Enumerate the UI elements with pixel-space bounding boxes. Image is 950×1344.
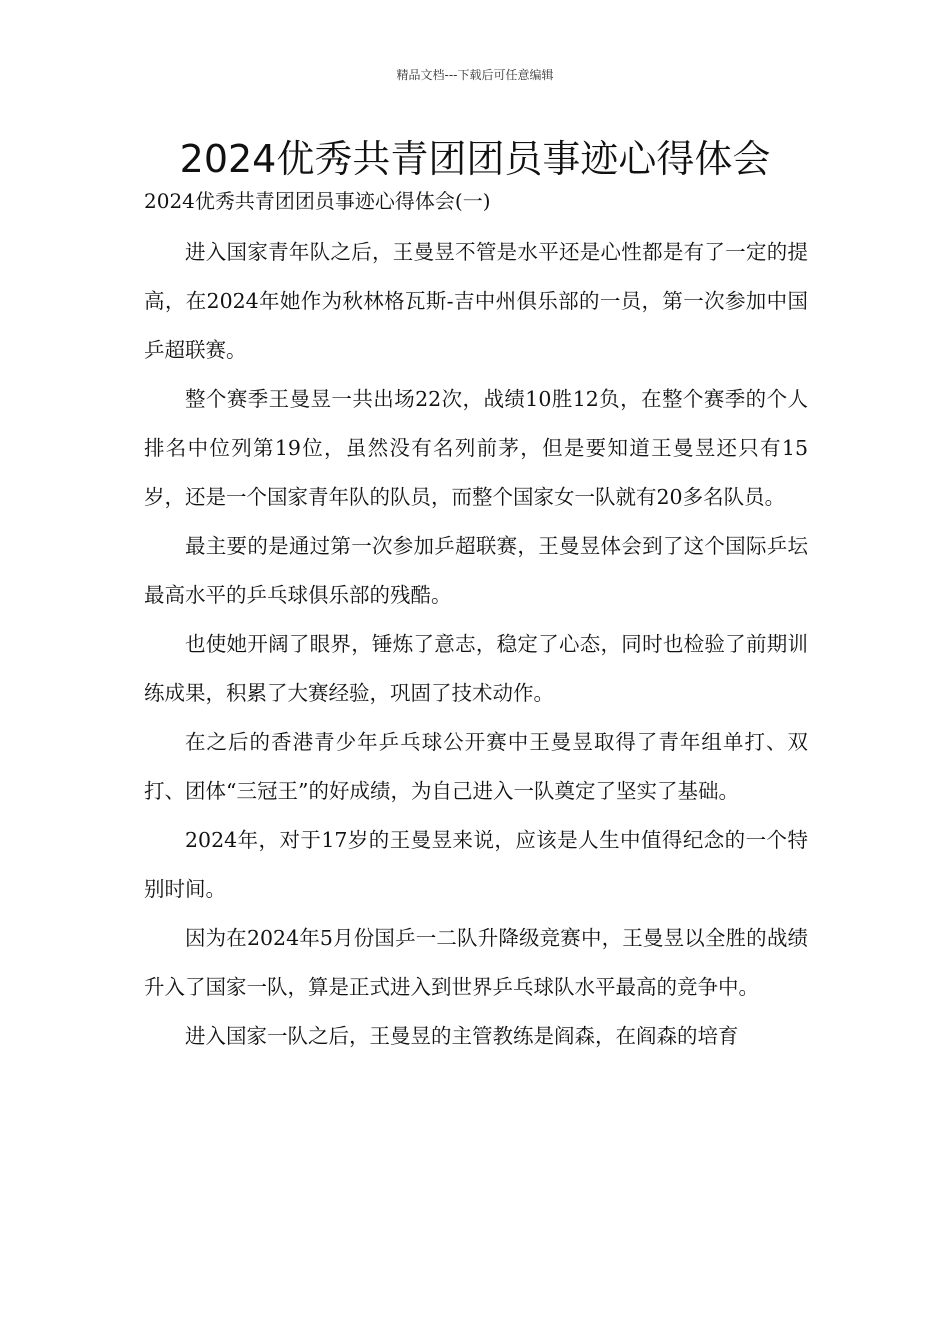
document-title: 2024优秀共青团团员事迹心得体会 [179, 137, 771, 181]
document-body [144, 184, 808, 1061]
paragraph: 进入国家青年队之后，王曼昱不管是水平还是心性都是有了一定的提高，在2024年她作为秋林格瓦斯-吉中州俱乐部的一员，第一次参加中国乒超联赛。 [144, 240, 808, 362]
document-header-note: 精品文档---下载后可任意编辑 [396, 68, 554, 82]
paragraph: 整个赛季王曼昱一共出场22次，战绩10胜12负，在整个赛季的个人排名中位列第19位，虽然没有名列前茅，但是要知道王曼昱还只有15岁，还是一个国家青年队的队员，而整个国家女一队就有20多名队员。 [144, 387, 808, 509]
paragraph: 最主要的是通过第一次参加乒超联赛，王曼昱体会到了这个国际乒坛最高水平的乒乓球俱乐部的残酷。 [144, 534, 808, 607]
paragraph: 在之后的香港青少年乒乓球公开赛中王曼昱取得了青年组单打、双打、团体“三冠王”的好成绩，为自己进入一队奠定了坚实了基础。 [144, 730, 808, 803]
paragraph: 因为在2024年5月份国乒一二队升降级竞赛中，王曼昱以全胜的战绩升入了国家一队，算是正式进入到世界乒乓球队水平最高的竞争中。 [144, 926, 808, 999]
document-subtitle: 2024优秀共青团团员事迹心得体会(一) [144, 189, 491, 213]
paragraph: 2024年，对于17岁的王曼昱来说，应该是人生中值得纪念的一个特别时间。 [144, 828, 808, 901]
paragraph: 进入国家一队之后，王曼昱的主管教练是阎森，在阎森的培育 [185, 1024, 739, 1048]
paragraph: 也使她开阔了眼界，锤炼了意志，稳定了心态，同时也检验了前期训练成果，积累了大赛经验，巩固了技术动作。 [144, 632, 808, 705]
